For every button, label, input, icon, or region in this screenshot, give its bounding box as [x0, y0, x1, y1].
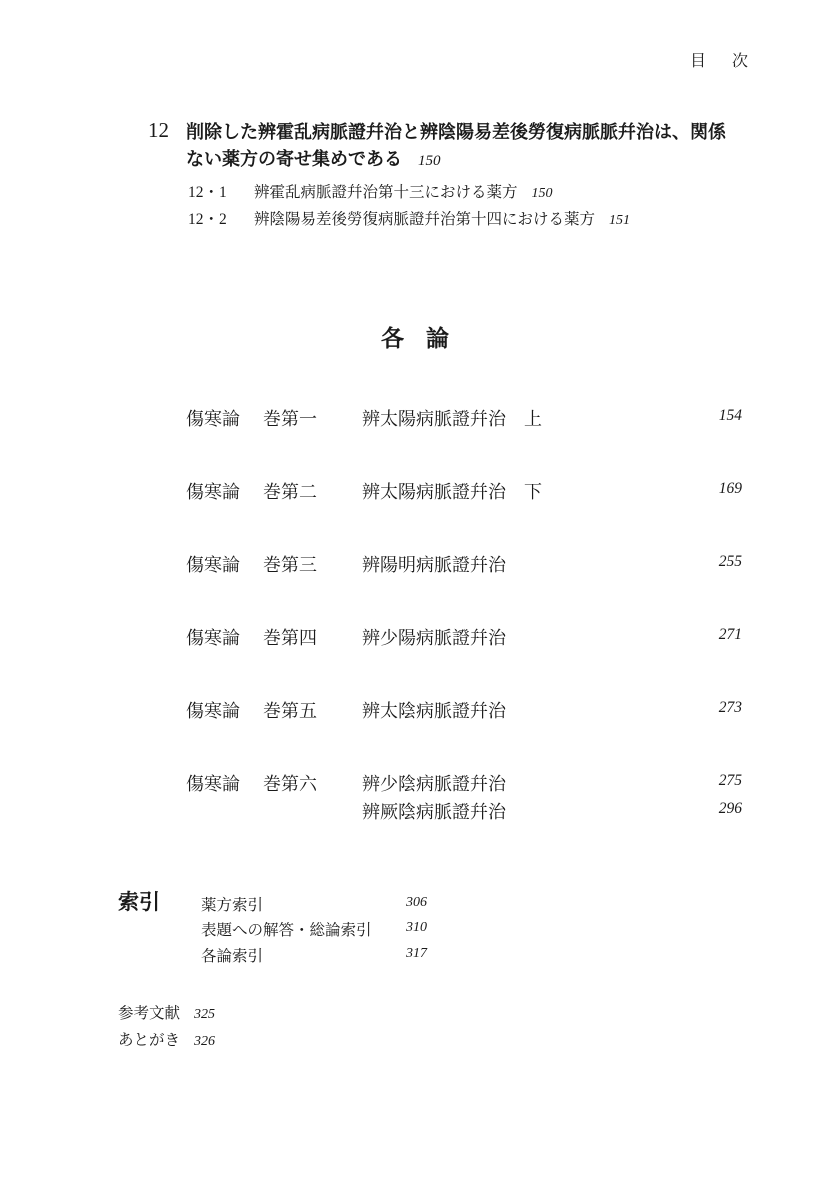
volume-page: 271 — [718, 626, 742, 643]
chapter-number: 12 — [148, 118, 169, 142]
volume-book: 傷寒論 — [186, 774, 240, 795]
volume-title[interactable]: 辨太陽病脈證幷治 上 — [362, 409, 542, 430]
volume-number: 巻第一 — [263, 409, 317, 430]
running-head-left: 目 — [689, 51, 706, 70]
subsection-page: 150 — [531, 186, 553, 201]
index-item[interactable]: 薬方索引 — [201, 896, 264, 914]
end-matter-page: 326 — [194, 1034, 216, 1049]
running-head — [690, 48, 748, 71]
chapter-title-line2[interactable] — [186, 145, 441, 171]
volume-number: 巻第五 — [263, 701, 317, 722]
end-matter-label: あとがき — [118, 1031, 181, 1049]
volume-number: 巻第六 — [263, 774, 317, 795]
index-item[interactable]: 表題への解答・総論索引 — [201, 921, 372, 939]
chapter-page: 150 — [418, 153, 441, 169]
chapter-title-text: ない薬方の寄せ集めである — [186, 149, 402, 170]
end-matter-item[interactable] — [118, 1001, 215, 1023]
subsection-title: 辨陰陽易差後勞復病脈證幷治第十四における薬方 — [254, 210, 596, 228]
index-page: 310 — [406, 920, 427, 935]
subsection-12-1[interactable] — [188, 180, 553, 202]
subsection-number: 12・1 — [188, 184, 227, 201]
chapter-title-line1[interactable]: 削除した辨霍乱病脈證幷治と辨陰陽易差後勞復病脈脈幷治は、関係 — [186, 122, 726, 143]
volume-book: 傷寒論 — [186, 628, 240, 649]
index-page: 317 — [406, 946, 427, 961]
volume-book: 傷寒論 — [186, 701, 240, 722]
subsection-12-2[interactable] — [188, 207, 630, 229]
volume-page: 273 — [718, 699, 742, 716]
volume-book: 傷寒論 — [186, 409, 240, 430]
subsection-title: 辨霍乱病脈證幷治第十三における薬方 — [254, 183, 518, 201]
section-heading — [0, 320, 830, 353]
volume-book: 傷寒論 — [186, 482, 240, 503]
volume-number: 巻第三 — [263, 555, 317, 576]
volume-book: 傷寒論 — [186, 555, 240, 576]
running-head-right: 次 — [731, 51, 748, 70]
section-heading-char2: 論 — [426, 326, 449, 352]
volume-page: 169 — [718, 480, 742, 497]
end-matter-label: 参考文献 — [118, 1004, 181, 1022]
volume-page: 275 — [718, 772, 742, 789]
end-matter-item[interactable] — [118, 1028, 215, 1050]
volume-page: 255 — [718, 553, 742, 570]
index-item[interactable]: 各論索引 — [201, 947, 264, 965]
volume-title[interactable]: 辨少陰病脈證幷治 — [362, 774, 506, 795]
volume-number: 巻第四 — [263, 628, 317, 649]
section-heading-char1: 各 — [381, 326, 404, 352]
volume-title[interactable]: 辨厥陰病脈證幷治 — [362, 802, 506, 823]
subsection-number: 12・2 — [188, 211, 227, 228]
subsection-page: 151 — [609, 213, 631, 228]
index-heading: 索引 — [118, 890, 160, 914]
volume-title[interactable]: 辨陽明病脈證幷治 — [362, 555, 506, 576]
volume-title[interactable]: 辨太陰病脈證幷治 — [362, 701, 506, 722]
volume-number: 巻第二 — [263, 482, 317, 503]
volume-title[interactable]: 辨少陽病脈證幷治 — [362, 628, 506, 649]
end-matter-page: 325 — [194, 1007, 216, 1022]
index-page: 306 — [406, 895, 427, 910]
volume-page: 296 — [718, 800, 742, 817]
volume-title[interactable]: 辨太陽病脈證幷治 下 — [362, 482, 542, 503]
volume-page: 154 — [718, 407, 742, 424]
